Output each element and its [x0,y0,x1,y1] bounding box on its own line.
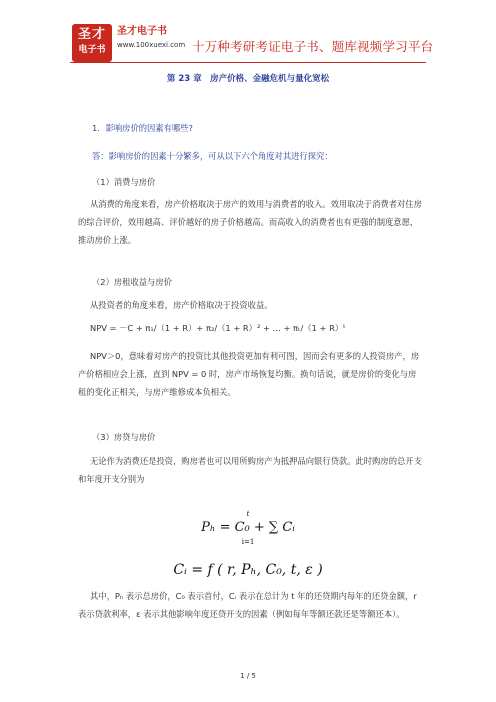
question-heading: 1．影响房价的因素有哪些? [92,123,193,133]
header-divider [70,62,426,63]
npv-formula: NPV = －C + π₁/（1 + R）+ π₂/（1 + R）² + … + πₜ/（1 + R）ᵗ [90,323,346,333]
brand-url[interactable]: www.100xuexi.com [117,41,186,49]
brand-text [117,25,185,50]
variable-explanation: 其中，Pₕ 表示总房价，C₀ 表示首付，Cᵢ 表示在总计为 t 年的还贷期内每年的还贷金额，r 表示贷款利率，ε 表示其他影响年度还贷开支的因素（例如每年等额还款还是等额还本）。 [78,591,417,619]
section-2-text: 从投资者的角度来看，房产价格取决于投资收益。 [90,300,273,310]
formula-2: Cᵢ = f ( r, Pₕ, C₀, t, ε ) [173,562,323,578]
page-header [0,0,496,64]
brand-logo[interactable] [72,24,112,62]
section-2-heading: （2）房租收益与房价 [92,277,172,287]
logo-line-2: 电子书 [72,43,112,57]
brand-name: 圣才电子书 [117,26,167,37]
header-slogan: 十万种考研考证电子书、题库视频学习平台 [192,39,434,54]
logo-line-1: 圣才 [77,27,106,42]
section-1-text: 从消费的角度来看，房产价格取决于房产的效用与消费者的收入。效用取决于消费者对住房的综合评价，效用越高、评价越好的房子价格越高。而高收入的消费者也有更强的制度意愿，推动房价上涨。 [78,199,422,245]
section-1-heading: （1）消费与房价 [92,177,156,187]
answer-intro: 答：影响房价的因素十分繁多，可从以下六个角度对其进行探究： [92,151,333,161]
page-number: 1 / 5 [240,672,256,680]
section-3-text: 无论作为消费还是投资，购房者也可以用所购房产为抵押品向银行贷款。此时购房的总开支和年度开支分别为 [78,456,422,484]
npv-explanation: NPV＞0，意味着对房产的投资比其他投资更加有利可图，因而会有更多的人投资房产，房产价格相应会上涨，直到 NPV = 0 时，房产市场恢复均衡。换句话说，就是房价的变化与房租的变化正相关，与房产维修成本负相关。 [78,351,420,397]
section-3-heading: （3）房贷与房价 [92,432,156,442]
formula-1-upper-limit: t [246,510,250,518]
chapter-title: 第 23 章 房产价格、金融危机与量化宽松 [166,74,330,84]
formula-1-lower-limit: i=1 [241,538,255,546]
formula-1: Pₕ = C₀ + ∑ Cᵢ [201,520,295,535]
